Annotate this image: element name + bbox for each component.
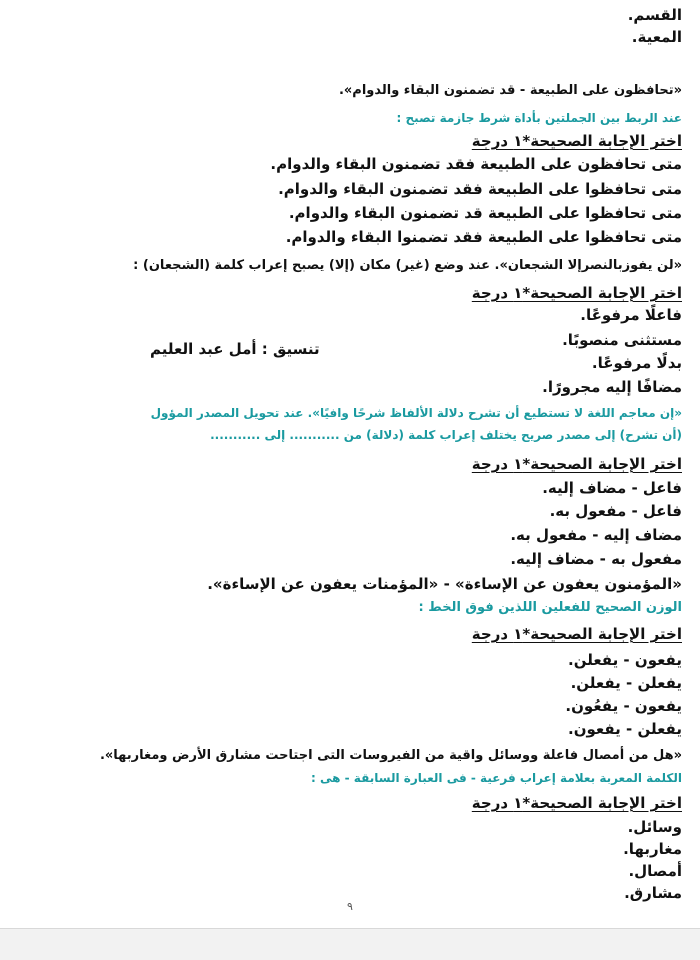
page-number: ٩: [347, 900, 353, 913]
question-3-option: فاعل - مضاف إليه.: [542, 479, 682, 497]
question-1-option: متى تحافظون على الطبيعة فقد تضمنون البقاء والدوام.: [270, 155, 682, 173]
question-5-instruction: الكلمة المعربة بعلامة إعراب فرعية - فى العبارة السابقة - هى :: [311, 771, 682, 785]
question-2-option: فاعلًا مرفوعًا.: [580, 306, 682, 324]
question-2-quote: «لن يفوزبالنصرإلا الشجعان». عند وضع (غير) مكان (إلا) يصبح إعراب كلمة (الشجعان) :: [133, 258, 682, 273]
question-3-option: فاعل - مفعول به.: [549, 502, 682, 520]
question-4-instruction: الوزن الصحيح للفعلين اللذين فوق الخط :: [418, 600, 682, 615]
question-3-heading: اختر الإجابة الصحيحة*١ درجة: [471, 455, 682, 473]
question-2-option: مستثنى منصوبًا.: [562, 331, 682, 349]
question-5-option: أمصال.: [628, 862, 682, 880]
question-1-instruction: عند الربط بين الجملتين بأداة شرط جازمة تصبح :: [396, 111, 682, 125]
question-1-option: متى تحافظوا على الطبيعة فقد تضمنوا البقاء والدوام.: [285, 228, 682, 246]
question-5-heading: اختر الإجابة الصحيحة*١ درجة: [471, 794, 682, 812]
text-fragment: القسم.: [627, 6, 682, 24]
credit-text: تنسيق : أمل عبد العليم: [150, 340, 320, 358]
question-4-option: يفعون - يفعلن.: [568, 651, 682, 669]
question-2-heading: اختر الإجابة الصحيحة*١ درجة: [471, 284, 682, 302]
question-2-option: مضافًا إليه مجرورًا.: [542, 378, 682, 396]
question-1-heading: اختر الإجابة الصحيحة*١ درجة: [471, 132, 682, 150]
question-4-option: يفعلن - يفعون.: [568, 720, 682, 738]
question-3-quote: «إن معاجم اللغة لا تستطيع أن تشرح دلالة الألفاظ شرحًا وافيًا». عند تحويل المصدر المؤول: [150, 406, 682, 420]
text-fragment: المعية.: [631, 28, 682, 46]
question-5-quote: «هل من أمصال فاعلة ووسائل واقية من الفيروسات التى اجتاحت مشارق الأرض ومغاربها».: [99, 748, 682, 763]
question-1-option: متى تحافظوا على الطبيعة قد تضمنون البقاء والدوام.: [288, 204, 682, 222]
question-1-option: متى تحافظوا على الطبيعة فقد تضمنون البقاء والدوام.: [278, 180, 682, 198]
question-4-heading: اختر الإجابة الصحيحة*١ درجة: [471, 625, 682, 643]
question-5-option: مشارق.: [624, 884, 682, 902]
question-5-option: وسائل.: [627, 818, 682, 836]
question-4-option: يفعون - يفعُون.: [565, 697, 682, 715]
question-3-instruction: (أن تشرح) إلى مصدر صريح يختلف إعراب كلمة (دلالة) من ........... إلى ...........: [210, 428, 682, 442]
question-1-quote: «تحافظون على الطبيعة - قد تضمنون البقاء والدوام».: [338, 83, 682, 98]
question-4-quote: «المؤمنون يعفون عن الإساءة» - «المؤمنات يعفون عن الإساءة».: [207, 575, 682, 593]
question-2-option: بدلًا مرفوعًا.: [591, 354, 682, 372]
question-5-option: مغاربها.: [623, 840, 682, 858]
question-3-option: مفعول به - مضاف إليه.: [510, 550, 682, 568]
question-4-option: يفعلن - يفعلن.: [570, 674, 682, 692]
question-3-option: مضاف إليه - مفعول به.: [510, 526, 682, 544]
